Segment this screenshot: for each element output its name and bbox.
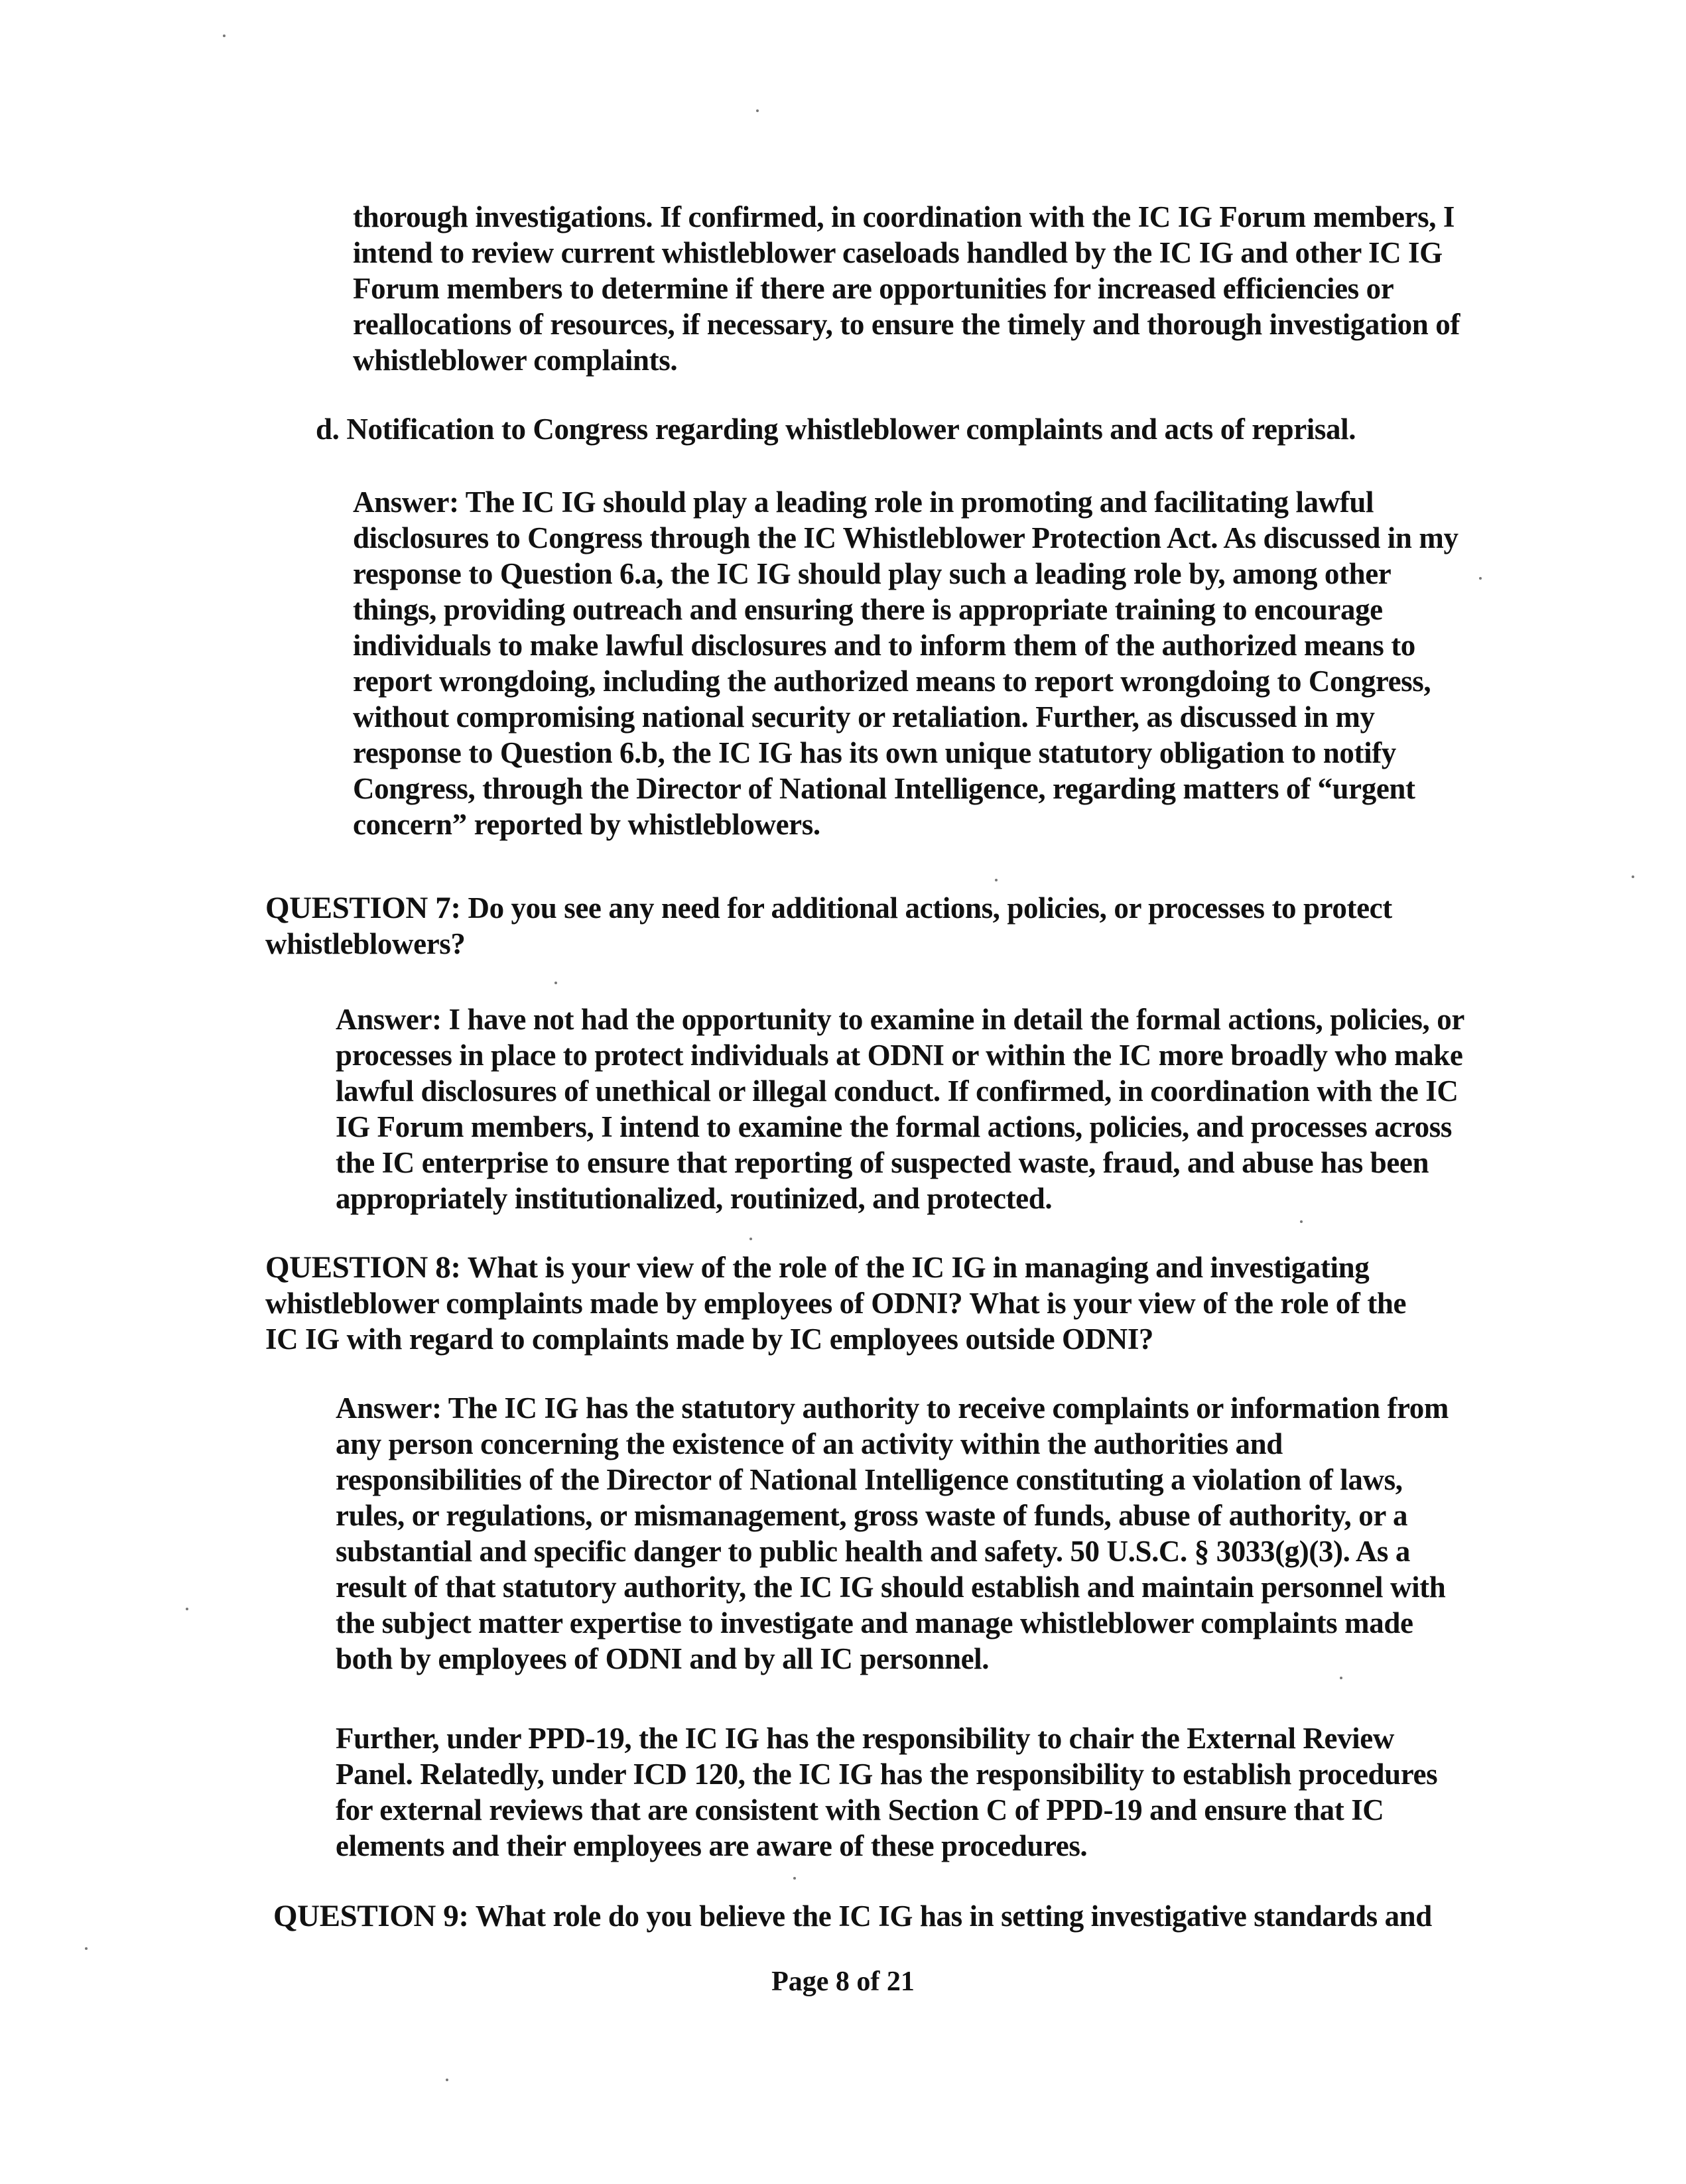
question-7-answer-label: Answer:	[336, 1003, 442, 1036]
scan-speck	[793, 1877, 796, 1880]
question-9-text: What role do you believe the IC IG has in setting investigative standards and	[475, 1899, 1432, 1933]
page-number: Page 8 of 21	[771, 1966, 915, 1997]
item-c-continuation-text: thorough investigations. If confirmed, in coordination with the IC IG Forum members, I intend to review current whistleblower caseloads handled by the IC IG and other IC IG Forum members to determine if there are opportunities for increased efficiencies or reallocations of resources, if necessary, to ensure the timely and thorough investigation of whistleblower complaints.	[353, 200, 1460, 377]
question-7-answer-text: I have not had the opportunity to examine in detail the formal actions, policies, or processes in place to protect individuals at ODNI or within the IC more broadly who make lawful disclosures of unethical or illegal conduct. If confirmed, in coordination with the IC IG Forum members, I intend to examine the formal actions, policies, and processes across the IC enterprise to ensure that reporting of suspected waste, fraud, and abuse has been appropriately institutionalized, routinized, and protected.	[336, 1003, 1464, 1215]
question-8-answer-text-2: Further, under PPD-19, the IC IG has the responsibility to chair the External Review Panel. Relatedly, under ICD 120, the IC IG has the responsibility to establish procedures for external reviews that are consistent with Section C of PPD-19 and ensure that IC elements and their employees are aware of these procedures.	[336, 1722, 1438, 1862]
item-d-answer-label: Answer:	[353, 485, 459, 519]
item-d-answer-text: The IC IG should play a leading role in promoting and facilitating lawful disclosures to Congress through the IC Whistleblower Protection Act. As discussed in my response to Question 6.a, the IC IG should play such a leading role by, among other things, providing outreach and ensuring there is appropriate training to encourage individuals to make lawful disclosures and to inform them of the authorized means to report wrongdoing, including the authorized means to report wrongdoing to Congress, without compromising national security or retaliation. Further, as discussed in my response to Question 6.b, the IC IG has its own unique statutory obligation to notify Congress, through the Director of National Intelligence, regarding matters of “urgent concern” reported by whistleblowers.	[353, 485, 1459, 841]
scan-speck	[1632, 875, 1634, 878]
scan-speck	[85, 1947, 88, 1950]
scan-speck	[756, 109, 759, 112]
scan-speck	[186, 1608, 188, 1610]
question-7-text: Do you see any need for additional actions, policies, or processes to protect whistleblowers?	[265, 891, 1392, 960]
question-7	[265, 890, 1453, 962]
question-7-label: QUESTION 7:	[265, 891, 461, 925]
question-9-label: QUESTION 9:	[273, 1899, 469, 1933]
question-7-answer	[336, 1001, 1470, 1216]
scan-speck	[749, 1238, 752, 1240]
item-d	[316, 411, 1470, 447]
item-d-text: Notification to Congress regarding whistleblower complaints and acts of reprisal.	[346, 413, 1356, 446]
question-8-answer-label: Answer:	[336, 1391, 442, 1425]
item-d-answer	[353, 484, 1474, 842]
question-8-label: QUESTION 8:	[265, 1250, 461, 1285]
item-c-continuation	[353, 199, 1467, 378]
scan-speck	[1479, 577, 1482, 580]
question-8-answer	[336, 1390, 1470, 1677]
question-8-answer-text: The IC IG has the statutory authority to receive complaints or information from any person concerning the existence of an activity within the authorities and responsibilities of the Director of National Intelligence constituting a violation of laws, rules, or regulations, or mismanagement, gross waste of funds, abuse of authority, or a substantial and specific danger to public health and safety. 50 U.S.C. § 3033(g)(3). As a result of that statutory authority, the IC IG should establish and maintain personnel with the subject matter expertise to investigate and manage whistleblower complaints made both by employees of ODNI and by all IC personnel.	[336, 1391, 1449, 1675]
question-9	[273, 1898, 1480, 1934]
scan-speck	[1340, 1677, 1342, 1679]
scan-speck	[223, 34, 226, 37]
scan-speck	[1300, 1220, 1303, 1223]
question-8	[265, 1250, 1439, 1357]
scan-speck	[446, 2079, 448, 2081]
scan-speck	[554, 982, 557, 984]
scan-speck	[995, 879, 998, 881]
item-d-marker: d.	[316, 413, 340, 446]
question-8-text: What is your view of the role of the IC IG in managing and investigating whistleblower complaints made by employees of ODNI? What is your view of the role of the IC IG with regard to complaints made by IC employees outside ODNI?	[265, 1251, 1407, 1356]
question-8-answer-paragraph-2	[336, 1720, 1457, 1864]
